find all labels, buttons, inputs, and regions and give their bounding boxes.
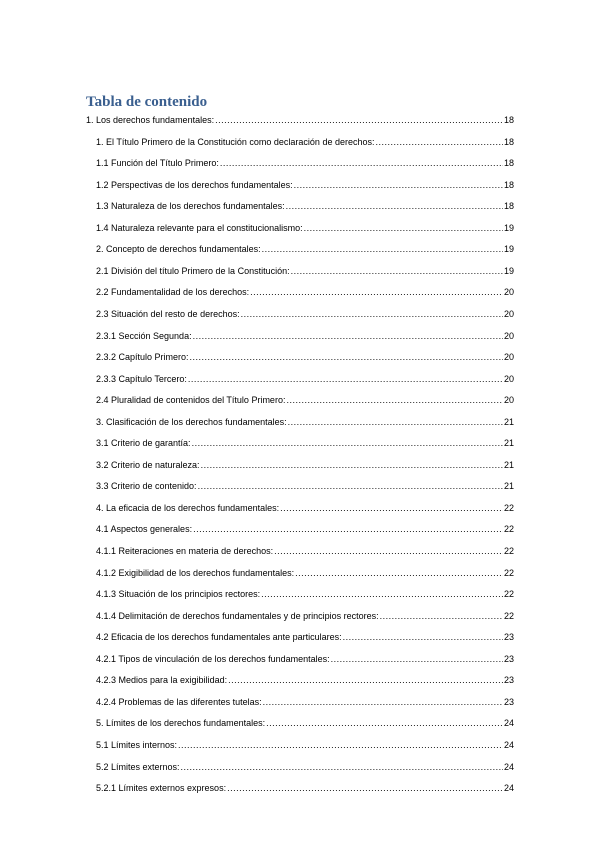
toc-entry-label: 3.1 Criterio de garantía: xyxy=(96,438,191,448)
toc-entry[interactable] xyxy=(96,611,514,622)
toc-entry-label: 1. El Título Primero de la Constitución como declaración de derechos: xyxy=(96,137,375,147)
toc-entry-page-number: 19 xyxy=(503,223,514,233)
toc-entry-page-number: 23 xyxy=(503,697,514,707)
toc-entry-label: 4.1.4 Delimitación de derechos fundamentales y de principios rectores: xyxy=(96,611,379,621)
toc-entry-page-number: 20 xyxy=(503,374,514,384)
toc-entry[interactable] xyxy=(96,460,514,471)
toc-leader-dots xyxy=(331,654,503,665)
toc-entry-label: 4.2.4 Problemas de las diferentes tutelas: xyxy=(96,697,262,707)
toc-leader-dots xyxy=(201,460,503,471)
toc-entry-label: 1.2 Perspectivas de los derechos fundamentales: xyxy=(96,180,293,190)
toc-entry[interactable] xyxy=(96,180,514,191)
toc-entry[interactable] xyxy=(96,632,514,643)
toc-entry[interactable] xyxy=(96,503,514,514)
toc-leader-dots xyxy=(294,180,503,191)
toc-leader-dots xyxy=(286,201,503,212)
toc-entry-page-number: 18 xyxy=(503,115,514,125)
toc-entry-page-number: 22 xyxy=(503,546,514,556)
toc-entry[interactable] xyxy=(96,158,514,169)
toc-entry-page-number: 23 xyxy=(503,632,514,642)
toc-entry-page-number: 24 xyxy=(503,718,514,728)
toc-entry-label: 3.2 Criterio de naturaleza: xyxy=(96,460,200,470)
toc-leader-dots xyxy=(227,783,503,794)
toc-entry[interactable] xyxy=(96,309,514,320)
toc-entry-label: 2.3.3 Capítulo Tercero: xyxy=(96,374,187,384)
toc-entry-page-number: 19 xyxy=(503,244,514,254)
toc-leader-dots xyxy=(198,481,503,492)
toc-entry-page-number: 20 xyxy=(503,309,514,319)
toc-entry-page-number: 21 xyxy=(503,438,514,448)
toc-entry-label: 2.3 Situación del resto de derechos: xyxy=(96,309,240,319)
toc-leader-dots xyxy=(193,524,503,535)
toc-entry-label: 2.2 Fundamentalidad de los derechos: xyxy=(96,287,250,297)
toc-entry-label: 2.3.1 Sección Segunda: xyxy=(96,331,192,341)
toc-entry-page-number: 22 xyxy=(503,589,514,599)
toc-entry[interactable] xyxy=(96,266,514,277)
toc-entry[interactable] xyxy=(96,762,514,773)
toc-entry-label: 1.4 Naturaleza relevante para el constitucionalismo: xyxy=(96,223,303,233)
toc-entry[interactable] xyxy=(96,524,514,535)
toc-entry[interactable] xyxy=(96,417,514,428)
toc-leader-dots xyxy=(193,331,503,342)
toc-entry-page-number: 18 xyxy=(503,158,514,168)
toc-entry-page-number: 20 xyxy=(503,352,514,362)
toc-entry-label: 1. Los derechos fundamentales: xyxy=(86,115,215,125)
toc-entry[interactable] xyxy=(96,395,514,406)
toc-leader-dots xyxy=(188,374,503,385)
toc-entry-label: 4.1.1 Reiteraciones en materia de derechos: xyxy=(96,546,274,556)
toc-entry[interactable] xyxy=(96,589,514,600)
toc-entry[interactable] xyxy=(96,568,514,579)
toc-entry-label: 5.2.1 Límites externos expresos: xyxy=(96,783,227,793)
toc-entry[interactable] xyxy=(96,438,514,449)
toc-entry-page-number: 23 xyxy=(503,675,514,685)
toc-leader-dots xyxy=(263,697,503,708)
toc-entry[interactable] xyxy=(96,244,514,255)
toc-entry[interactable] xyxy=(96,546,514,557)
toc-leader-dots xyxy=(274,546,503,557)
toc-entry-page-number: 18 xyxy=(503,137,514,147)
toc-entry[interactable] xyxy=(96,697,514,708)
toc-entry-label: 3. Clasificación de los derechos fundamentales: xyxy=(96,417,287,427)
toc-entry-page-number: 22 xyxy=(503,503,514,513)
toc-entry[interactable] xyxy=(96,481,514,492)
toc-entry-page-number: 18 xyxy=(503,180,514,190)
toc-entry[interactable] xyxy=(96,287,514,298)
toc-leader-dots xyxy=(380,611,503,622)
toc-entry[interactable] xyxy=(96,675,514,686)
toc-leader-dots xyxy=(261,589,503,600)
toc-entry-page-number: 19 xyxy=(503,266,514,276)
toc-entry[interactable] xyxy=(96,740,514,751)
toc-entry[interactable] xyxy=(86,115,514,126)
toc-entry-page-number: 21 xyxy=(503,417,514,427)
toc-leader-dots xyxy=(178,740,503,751)
toc-entry-label: 1.3 Naturaleza de los derechos fundamentales: xyxy=(96,201,285,211)
toc-entry-label: 2.1 División del título Primero de la Constitución: xyxy=(96,266,290,276)
toc-entry-label: 1.1 Función del Título Primero: xyxy=(96,158,219,168)
toc-leader-dots xyxy=(343,632,503,643)
toc-entry-page-number: 22 xyxy=(503,524,514,534)
toc-leader-dots xyxy=(181,762,503,773)
toc-entry[interactable] xyxy=(96,223,514,234)
toc-title: Tabla de contenido xyxy=(86,94,208,110)
toc-leader-dots xyxy=(291,266,503,277)
toc-entry[interactable] xyxy=(96,137,514,148)
toc-entry-page-number: 22 xyxy=(503,568,514,578)
toc-leader-dots xyxy=(288,417,503,428)
toc-leader-dots xyxy=(295,568,503,579)
toc-leader-dots xyxy=(262,244,503,255)
toc-entry-label: 4.2 Eficacia de los derechos fundamentales ante particulares: xyxy=(96,632,342,642)
toc-entry-label: 2.3.2 Capítulo Primero: xyxy=(96,352,189,362)
toc-entry-label: 4.1.3 Situación de los principios rectores: xyxy=(96,589,261,599)
toc-entry-label: 5.1 Límites internos: xyxy=(96,740,178,750)
toc-entry-label: 4.1 Aspectos generales: xyxy=(96,524,193,534)
toc-entry[interactable] xyxy=(96,783,514,794)
toc-leader-dots xyxy=(190,352,503,363)
toc-entry-page-number: 20 xyxy=(503,331,514,341)
toc-entry-page-number: 20 xyxy=(503,395,514,405)
toc-leader-dots xyxy=(266,718,503,729)
toc-leader-dots xyxy=(286,395,503,406)
toc-entry-page-number: 24 xyxy=(503,740,514,750)
toc-leader-dots xyxy=(241,309,503,320)
toc-leader-dots xyxy=(304,223,503,234)
toc-leader-dots xyxy=(228,675,503,686)
toc-entry-page-number: 20 xyxy=(503,287,514,297)
toc-entry-label: 4. La eficacia de los derechos fundamentales: xyxy=(96,503,280,513)
toc-entry-page-number: 18 xyxy=(503,201,514,211)
toc-entry-page-number: 21 xyxy=(503,481,514,491)
toc-leader-dots xyxy=(375,137,503,148)
toc-entry-label: 4.1.2 Exigibilidad de los derechos fundamentales: xyxy=(96,568,295,578)
toc-entry-label: 5.2 Límites externos: xyxy=(96,762,180,772)
toc-entry-page-number: 24 xyxy=(503,783,514,793)
toc-entry-page-number: 24 xyxy=(503,762,514,772)
toc-entry-label: 2. Concepto de derechos fundamentales: xyxy=(96,244,261,254)
toc-entry-label: 4.2.3 Medios para la exigibilidad: xyxy=(96,675,228,685)
toc-leader-dots xyxy=(215,115,503,126)
toc-entry[interactable] xyxy=(96,352,514,363)
toc-entry[interactable] xyxy=(96,374,514,385)
toc-leader-dots xyxy=(192,438,503,449)
toc-leader-dots xyxy=(220,158,503,169)
toc-leader-dots xyxy=(250,287,503,298)
toc-entry-label: 3.3 Criterio de contenido: xyxy=(96,481,197,491)
toc-entry-page-number: 21 xyxy=(503,460,514,470)
toc-entry-page-number: 23 xyxy=(503,654,514,664)
toc-entry[interactable] xyxy=(96,331,514,342)
toc-entry-label: 5. Límites de los derechos fundamentales: xyxy=(96,718,266,728)
toc-entry-label: 2.4 Pluralidad de contenidos del Título Primero: xyxy=(96,395,286,405)
toc-entry-page-number: 22 xyxy=(503,611,514,621)
toc-entry[interactable] xyxy=(96,654,514,665)
toc-entry-label: 4.2.1 Tipos de vinculación de los derechos fundamentales: xyxy=(96,654,330,664)
toc-entry[interactable] xyxy=(96,718,514,729)
toc-leader-dots xyxy=(280,503,503,514)
toc-entry[interactable] xyxy=(96,201,514,212)
